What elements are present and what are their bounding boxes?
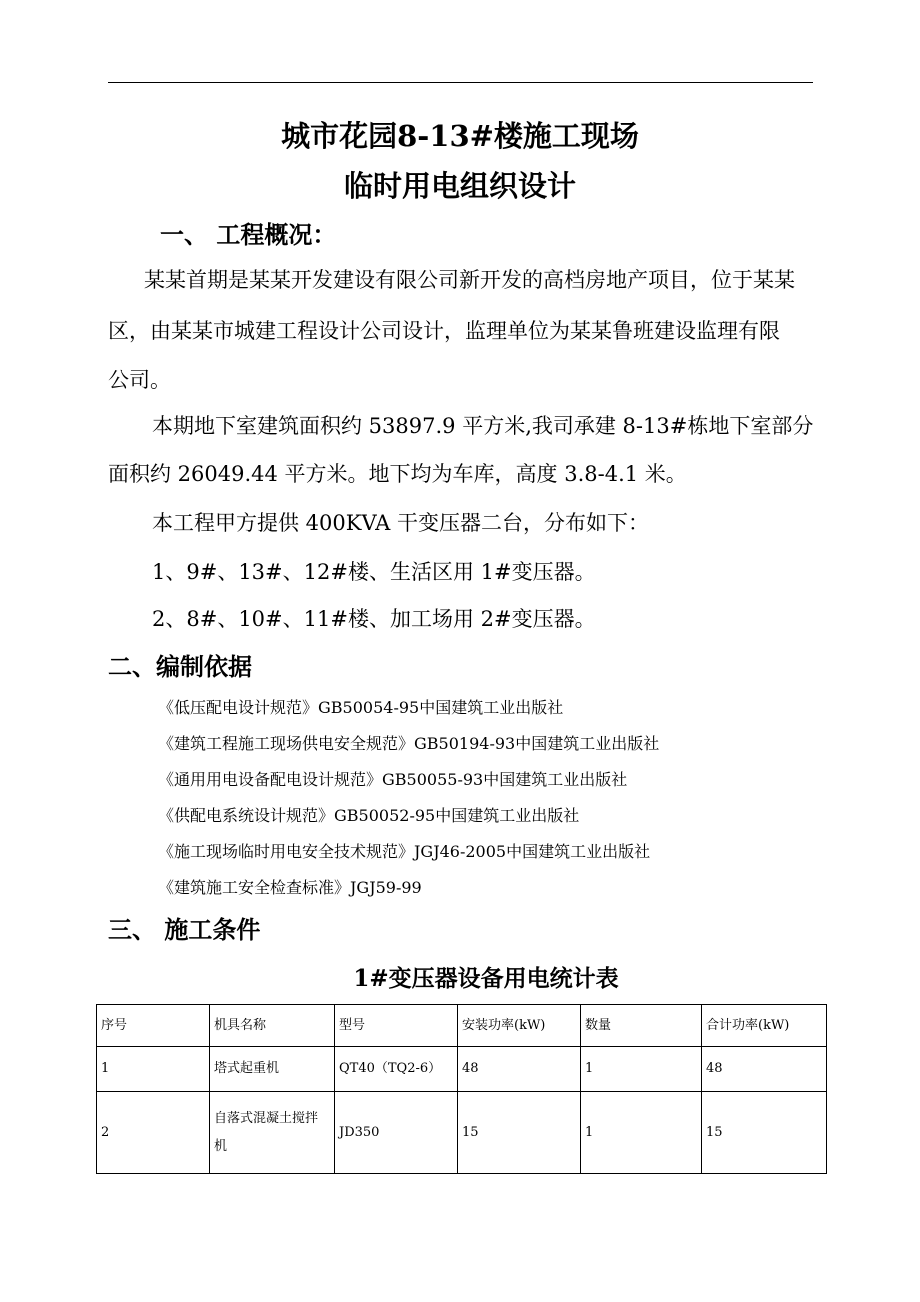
table-title: 1#变压器设备用电统计表 xyxy=(353,965,619,992)
table-cell: 1 xyxy=(581,1047,702,1092)
table-cell: 塔式起重机 xyxy=(210,1047,335,1092)
reference-item: 《供配电系统设计规范》GB50052-95中国建筑工业出版社 xyxy=(158,806,580,825)
table-cell: 15 xyxy=(702,1092,827,1174)
header-cell: 序号 xyxy=(97,1005,210,1047)
table-row xyxy=(97,1092,827,1174)
reference-item: 《建筑施工安全检查标准》JGJ59-99 xyxy=(158,878,422,897)
table-cell: 1 xyxy=(97,1047,210,1092)
header-cell: 机具名称 xyxy=(210,1005,335,1047)
header-rule xyxy=(108,82,813,83)
table-cell: 自落式混凝土搅拌机 xyxy=(210,1092,335,1174)
document-subtitle: 临时用电组织设计 xyxy=(343,169,576,203)
paragraph-line: 某某首期是某某开发建设有限公司新开发的高档房地产项目，位于某某 xyxy=(144,268,795,292)
section-heading-overview: 一、 工程概况： xyxy=(160,220,337,249)
paragraph-line: 区，由某某市城建工程设计公司设计，监理单位为某某鲁班建设监理有限 xyxy=(108,319,780,343)
table-header-row xyxy=(97,1005,827,1047)
table-cell: QT40（TQ2-6） xyxy=(335,1047,458,1092)
table-cell: JD350 xyxy=(335,1092,458,1174)
paragraph-line: 面积约 26049.44 平方米。地下均为车库，高度 3.8-4.1 米。 xyxy=(108,462,687,486)
paragraph-line: 本工程甲方提供 400KVA 干变压器二台，分布如下： xyxy=(152,511,650,535)
table-cell: 1 xyxy=(581,1092,702,1174)
reference-item: 《通用用电设备配电设计规范》GB50055-93中国建筑工业出版社 xyxy=(158,770,628,789)
reference-item: 《低压配电设计规范》GB50054-95中国建筑工业出版社 xyxy=(158,698,564,717)
list-item: 1、9#、13#、12#楼、生活区用 1#变压器。 xyxy=(152,560,596,584)
header-cell: 安装功率(kW) xyxy=(458,1005,581,1047)
header-cell: 数量 xyxy=(581,1005,702,1047)
reference-item: 《施工现场临时用电安全技术规范》JGJ46-2005中国建筑工业出版社 xyxy=(158,842,651,861)
equipment-table xyxy=(96,1004,827,1174)
paragraph-line: 公司。 xyxy=(108,368,171,392)
table-cell: 2 xyxy=(97,1092,210,1174)
table-cell: 15 xyxy=(458,1092,581,1174)
section-heading-conditions: 三、 施工条件 xyxy=(108,915,261,944)
table-cell: 48 xyxy=(702,1047,827,1092)
header-cell: 型号 xyxy=(335,1005,458,1047)
header-cell: 合计功率(kW) xyxy=(702,1005,827,1047)
document-title: 城市花园8-13#楼施工现场 xyxy=(281,119,639,153)
table-cell: 48 xyxy=(458,1047,581,1092)
reference-item: 《建筑工程施工现场供电安全规范》GB50194-93中国建筑工业出版社 xyxy=(158,734,660,753)
paragraph-line: 本期地下室建筑面积约 53897.9 平方米,我司承建 8-13#栋地下室部分 xyxy=(152,414,814,438)
section-heading-basis: 二、编制依据 xyxy=(108,652,252,681)
table-row xyxy=(97,1047,827,1092)
list-item: 2、8#、10#、11#楼、加工场用 2#变压器。 xyxy=(152,607,596,631)
